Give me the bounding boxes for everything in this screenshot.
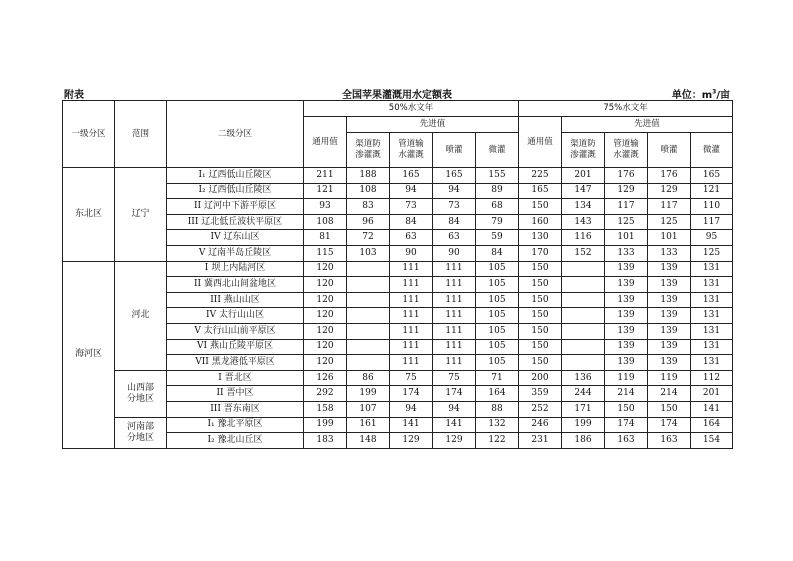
value-cell: 163 (605, 433, 648, 449)
zone2-cell: I₂ 辽西低山丘陵区 (167, 183, 304, 199)
value-cell: 105 (476, 277, 519, 293)
value-cell: 101 (648, 230, 691, 246)
header-canal-75 (562, 133, 605, 168)
value-cell: 165 (691, 168, 733, 184)
scope-cell: 辽宁 (115, 168, 167, 262)
value-cell: 111 (433, 277, 476, 293)
value-cell: 141 (390, 417, 433, 433)
value-cell: 111 (433, 261, 476, 277)
header-advanced-50: 先进值 (347, 117, 519, 133)
value-cell: 150 (648, 401, 691, 417)
header-sprinkler-50: 喷灌 (433, 133, 476, 168)
header-zone2: 二级分区 (167, 101, 304, 168)
value-cell: 292 (304, 386, 347, 402)
scope-cell (115, 417, 167, 448)
value-cell: 133 (648, 245, 691, 261)
header-zone1: 一级分区 (63, 101, 115, 168)
value-cell: 134 (562, 199, 605, 215)
value-cell: 84 (476, 245, 519, 261)
value-cell: 131 (691, 323, 733, 339)
value-cell (347, 292, 390, 308)
header-line: 水灌溉 (398, 150, 424, 160)
zone2-cell: VI 燕山丘陵平原区 (167, 339, 304, 355)
value-cell: 139 (648, 308, 691, 324)
value-cell: 150 (519, 292, 562, 308)
value-cell: 111 (390, 277, 433, 293)
value-cell: 201 (691, 386, 733, 402)
value-cell: 211 (304, 168, 347, 184)
value-cell (562, 277, 605, 293)
value-cell: 63 (390, 230, 433, 246)
value-cell: 131 (691, 261, 733, 277)
zone2-cell: V 辽南半岛丘陵区 (167, 245, 304, 261)
table-row (63, 370, 733, 386)
zone2-cell: V 太行山山前平原区 (167, 323, 304, 339)
value-cell (562, 308, 605, 324)
value-cell: 94 (433, 401, 476, 417)
unit-superscript: 3 (712, 88, 717, 96)
header-canal-50 (347, 133, 390, 168)
zone2-cell: II 晋中区 (167, 386, 304, 402)
value-cell: 139 (605, 261, 648, 277)
value-cell: 164 (476, 386, 519, 402)
value-cell: 120 (304, 292, 347, 308)
value-cell (347, 261, 390, 277)
header-75-percent-year: 75%水文年 (519, 101, 733, 117)
header-line: 水灌溉 (613, 150, 639, 160)
scope-line: 山西部 (126, 382, 154, 393)
header-row-1 (63, 101, 733, 117)
value-cell: 174 (390, 386, 433, 402)
value-cell: 121 (691, 183, 733, 199)
value-cell: 129 (605, 183, 648, 199)
zone2-cell: I 晋北区 (167, 370, 304, 386)
value-cell: 117 (605, 199, 648, 215)
zone1-cell: 东北区 (63, 168, 115, 262)
value-cell: 84 (433, 214, 476, 230)
value-cell (347, 323, 390, 339)
value-cell: 71 (476, 370, 519, 386)
table-row (63, 417, 733, 433)
value-cell: 83 (347, 199, 390, 215)
unit-tail: /亩 (716, 90, 730, 101)
value-cell (562, 261, 605, 277)
value-cell: 158 (304, 401, 347, 417)
value-cell: 139 (605, 339, 648, 355)
value-cell (347, 277, 390, 293)
value-cell: 121 (304, 183, 347, 199)
value-cell: 154 (691, 433, 733, 449)
value-cell: 186 (562, 433, 605, 449)
value-cell: 165 (390, 168, 433, 184)
value-cell: 139 (605, 277, 648, 293)
value-cell: 122 (476, 433, 519, 449)
value-cell: 94 (390, 183, 433, 199)
header-50-percent-year: 50%水文年 (304, 101, 519, 117)
value-cell (562, 355, 605, 371)
scope-line: 河南部 (126, 421, 154, 432)
value-cell: 111 (433, 355, 476, 371)
value-cell: 141 (691, 401, 733, 417)
value-cell: 188 (347, 168, 390, 184)
value-cell: 120 (304, 323, 347, 339)
value-cell: 129 (648, 183, 691, 199)
value-cell: 139 (648, 323, 691, 339)
scope-cell: 河北 (115, 261, 167, 370)
value-cell: 139 (648, 339, 691, 355)
value-cell: 111 (390, 308, 433, 324)
value-cell: 200 (519, 370, 562, 386)
value-cell: 252 (519, 401, 562, 417)
value-cell: 96 (347, 214, 390, 230)
value-cell: 111 (390, 323, 433, 339)
value-cell: 155 (476, 168, 519, 184)
value-cell: 139 (648, 277, 691, 293)
value-cell: 111 (433, 292, 476, 308)
header-micro-50: 微灌 (476, 133, 519, 168)
value-cell: 125 (648, 214, 691, 230)
value-cell: 160 (519, 214, 562, 230)
value-cell: 115 (304, 245, 347, 261)
value-cell: 108 (347, 183, 390, 199)
value-cell: 161 (347, 417, 390, 433)
value-cell: 139 (648, 292, 691, 308)
value-cell: 139 (605, 308, 648, 324)
value-cell: 117 (691, 214, 733, 230)
value-cell: 183 (304, 433, 347, 449)
value-cell: 101 (605, 230, 648, 246)
value-cell: 163 (648, 433, 691, 449)
value-cell: 136 (562, 370, 605, 386)
value-cell: 81 (304, 230, 347, 246)
value-cell: 111 (390, 339, 433, 355)
value-cell: 105 (476, 308, 519, 324)
value-cell: 132 (476, 417, 519, 433)
table-body (63, 168, 733, 449)
value-cell: 75 (390, 370, 433, 386)
value-cell: 120 (304, 308, 347, 324)
header-pipe-75 (605, 133, 648, 168)
header-general-75: 通用值 (519, 117, 562, 168)
value-cell: 107 (347, 401, 390, 417)
value-cell: 199 (562, 417, 605, 433)
value-cell: 63 (433, 230, 476, 246)
value-cell: 143 (562, 214, 605, 230)
value-cell: 126 (304, 370, 347, 386)
zone2-cell: III 晋东南区 (167, 401, 304, 417)
zone2-cell: III 燕山山区 (167, 292, 304, 308)
value-cell: 165 (519, 183, 562, 199)
value-cell: 125 (691, 245, 733, 261)
scope-line: 分地区 (126, 393, 154, 404)
header-line: 渗灌溉 (355, 150, 381, 160)
zone2-cell: IV 辽东山区 (167, 230, 304, 246)
value-cell: 176 (605, 168, 648, 184)
value-cell: 93 (304, 199, 347, 215)
value-cell: 111 (433, 308, 476, 324)
value-cell (562, 339, 605, 355)
value-cell: 139 (605, 355, 648, 371)
value-cell: 88 (476, 401, 519, 417)
value-cell: 125 (605, 214, 648, 230)
zone2-cell: I 坝上内陆河区 (167, 261, 304, 277)
header-general-50: 通用值 (304, 117, 347, 168)
value-cell: 110 (691, 199, 733, 215)
value-cell (347, 308, 390, 324)
value-cell: 105 (476, 323, 519, 339)
appendix-label: 附表 (64, 90, 84, 101)
value-cell: 150 (605, 401, 648, 417)
header-line: 渗灌溉 (570, 150, 596, 160)
value-cell: 59 (476, 230, 519, 246)
value-cell: 95 (691, 230, 733, 246)
value-cell: 94 (390, 401, 433, 417)
value-cell: 199 (347, 386, 390, 402)
header-advanced-75: 先进值 (562, 117, 733, 133)
header-scope: 范围 (115, 101, 167, 168)
value-cell: 89 (476, 183, 519, 199)
value-cell: 148 (347, 433, 390, 449)
value-cell: 120 (304, 339, 347, 355)
zone2-cell: III 辽北低丘波状平原区 (167, 214, 304, 230)
value-cell: 131 (691, 292, 733, 308)
value-cell: 150 (519, 261, 562, 277)
table-row (63, 261, 733, 277)
value-cell: 150 (519, 277, 562, 293)
value-cell: 111 (390, 292, 433, 308)
value-cell: 119 (648, 370, 691, 386)
value-cell: 129 (433, 433, 476, 449)
value-cell: 130 (519, 230, 562, 246)
value-cell: 131 (691, 339, 733, 355)
value-cell: 73 (390, 199, 433, 215)
unit-label (672, 86, 730, 101)
value-cell: 150 (519, 355, 562, 371)
value-cell: 231 (519, 433, 562, 449)
value-cell: 105 (476, 261, 519, 277)
value-cell: 72 (347, 230, 390, 246)
unit-text: 单位：m (671, 90, 713, 101)
value-cell: 105 (476, 339, 519, 355)
value-cell: 90 (390, 245, 433, 261)
value-cell: 199 (304, 417, 347, 433)
value-cell: 246 (519, 417, 562, 433)
zone2-cell: VII 黑龙港低平原区 (167, 355, 304, 371)
value-cell: 111 (390, 355, 433, 371)
header-line: 管道输 (613, 139, 639, 149)
value-cell: 75 (433, 370, 476, 386)
value-cell: 176 (648, 168, 691, 184)
value-cell: 139 (648, 355, 691, 371)
value-cell: 359 (519, 386, 562, 402)
value-cell: 174 (648, 417, 691, 433)
value-cell: 131 (691, 308, 733, 324)
header-micro-75: 微灌 (691, 133, 733, 168)
zone2-cell: I₁ 豫北平原区 (167, 417, 304, 433)
zone2-cell: II 辽河中下游平原区 (167, 199, 304, 215)
value-cell: 131 (691, 277, 733, 293)
value-cell: 120 (304, 355, 347, 371)
value-cell: 150 (519, 199, 562, 215)
value-cell: 165 (433, 168, 476, 184)
value-cell: 174 (433, 386, 476, 402)
value-cell: 120 (304, 261, 347, 277)
value-cell: 164 (691, 417, 733, 433)
table-title: 全国苹果灌溉用水定额表 (342, 90, 452, 101)
value-cell: 214 (605, 386, 648, 402)
value-cell: 90 (433, 245, 476, 261)
header-line: 管道输 (398, 139, 424, 149)
zone1-cell: 海河区 (63, 261, 115, 448)
value-cell: 201 (562, 168, 605, 184)
value-cell: 139 (605, 323, 648, 339)
value-cell: 147 (562, 183, 605, 199)
value-cell: 120 (304, 277, 347, 293)
value-cell: 103 (347, 245, 390, 261)
value-cell: 86 (347, 370, 390, 386)
table-caption-row (62, 86, 732, 100)
irrigation-quota-table (62, 100, 733, 449)
value-cell: 150 (519, 308, 562, 324)
value-cell: 105 (476, 355, 519, 371)
zone2-cell: IV 太行山山区 (167, 308, 304, 324)
header-line: 渠道防 (570, 139, 596, 149)
value-cell: 139 (648, 261, 691, 277)
value-cell (562, 292, 605, 308)
value-cell: 139 (605, 292, 648, 308)
value-cell: 131 (691, 355, 733, 371)
header-line: 渠道防 (355, 139, 381, 149)
value-cell: 119 (605, 370, 648, 386)
zone2-cell: I₂ 豫北山丘区 (167, 433, 304, 449)
value-cell: 108 (304, 214, 347, 230)
value-cell (562, 323, 605, 339)
value-cell: 117 (648, 199, 691, 215)
value-cell: 105 (476, 292, 519, 308)
value-cell: 150 (519, 339, 562, 355)
scope-line: 分地区 (126, 432, 154, 443)
value-cell: 94 (433, 183, 476, 199)
value-cell: 133 (605, 245, 648, 261)
table-row (63, 168, 733, 184)
value-cell (347, 355, 390, 371)
zone2-cell: II 冀西北山间盆地区 (167, 277, 304, 293)
value-cell: 79 (476, 214, 519, 230)
scope-cell (115, 370, 167, 417)
value-cell: 171 (562, 401, 605, 417)
value-cell: 152 (562, 245, 605, 261)
value-cell: 111 (433, 339, 476, 355)
value-cell: 112 (691, 370, 733, 386)
value-cell: 111 (390, 261, 433, 277)
value-cell: 111 (433, 323, 476, 339)
value-cell: 150 (519, 323, 562, 339)
value-cell: 116 (562, 230, 605, 246)
value-cell: 170 (519, 245, 562, 261)
value-cell: 225 (519, 168, 562, 184)
value-cell: 73 (433, 199, 476, 215)
value-cell: 214 (648, 386, 691, 402)
value-cell (347, 339, 390, 355)
header-sprinkler-75: 喷灌 (648, 133, 691, 168)
value-cell: 129 (390, 433, 433, 449)
value-cell: 84 (390, 214, 433, 230)
value-cell: 174 (605, 417, 648, 433)
header-pipe-50 (390, 133, 433, 168)
value-cell: 68 (476, 199, 519, 215)
zone2-cell: I₁ 辽西低山丘陵区 (167, 168, 304, 184)
value-cell: 141 (433, 417, 476, 433)
value-cell: 244 (562, 386, 605, 402)
